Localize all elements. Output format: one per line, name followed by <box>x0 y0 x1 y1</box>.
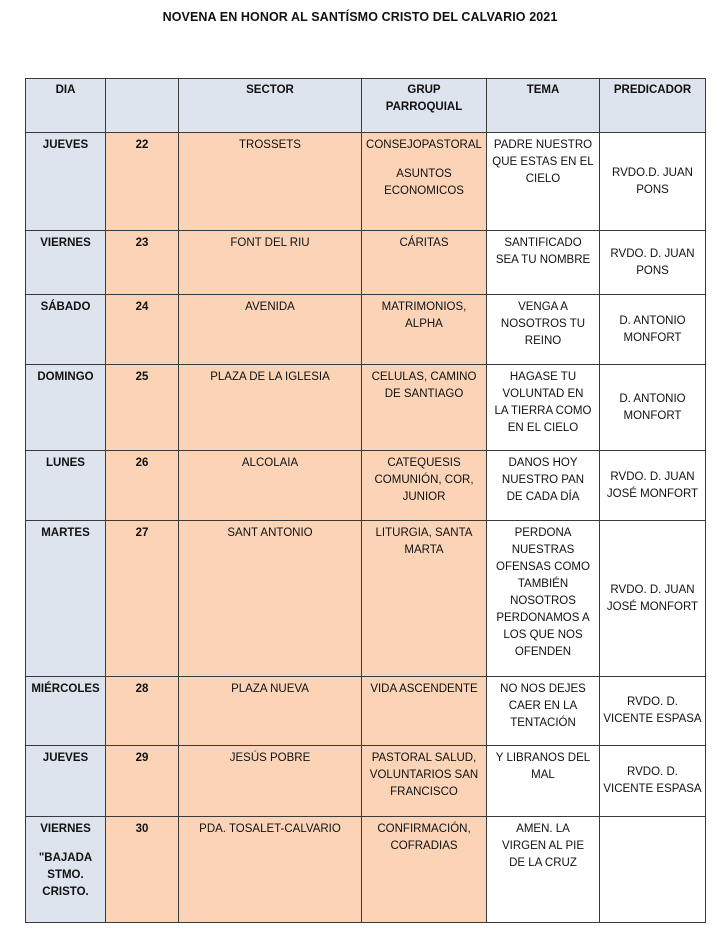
cell-predicador-line: RVDO.D. JUAN <box>612 166 693 179</box>
cell-dia <box>26 295 106 365</box>
cell-predicador-line: JOSÉ MONFORT <box>606 600 699 613</box>
cell-tema <box>487 677 600 746</box>
cell-tema <box>487 746 600 817</box>
cell-grup-line: MATRIMONIOS, <box>381 301 467 313</box>
cell-predicador <box>600 133 706 231</box>
cell-num: 28 <box>106 677 179 746</box>
cell-tema-line: DANOS HOY <box>508 457 578 469</box>
cell-predicador <box>600 295 706 365</box>
cell-grup-line: ECONOMICOS <box>384 185 464 197</box>
cell-tema-line: LOS QUE NOS <box>503 629 583 641</box>
cell-tema-line: SANTIFICADO <box>504 237 582 249</box>
cell-sector: JESÚS POBRE <box>179 746 362 817</box>
table-row <box>26 365 706 451</box>
cell-predicador <box>600 817 706 923</box>
cell-tema-line: DE CADA DÍA <box>506 491 580 503</box>
cell-grup-line: JUNIOR <box>402 491 446 503</box>
cell-tema-line: SEA TU NOMBRE <box>495 254 591 266</box>
cell-tema <box>487 365 600 451</box>
cell-tema-line: LA TIERRA COMO <box>494 405 592 417</box>
header-grup-line: PARROQUIAL <box>385 101 463 113</box>
cell-tema-line: OFENSAS COMO <box>496 561 590 573</box>
cell-num: 24 <box>106 295 179 365</box>
cell-tema-line: DE LA CRUZ <box>509 857 577 869</box>
cell-tema-line: NOSOTROS TU <box>500 318 586 330</box>
cell-tema <box>487 817 600 923</box>
cell-grup-line: ASUNTOS <box>396 168 452 180</box>
header-num <box>106 79 179 133</box>
cell-tema-line: VOLUNTAD EN <box>502 388 584 400</box>
cell-dia-line: SÁBADO <box>40 301 91 313</box>
table-row <box>26 295 706 365</box>
cell-tema-line: AMEN. LA <box>516 823 570 835</box>
cell-tema <box>487 521 600 677</box>
table-row <box>26 521 706 677</box>
header-grup-line: GRUP <box>407 84 441 96</box>
cell-predicador <box>600 231 706 295</box>
cell-sector: FONT DEL RIU <box>179 231 362 295</box>
cell-tema <box>487 451 600 521</box>
header-predicador: PREDICADOR <box>600 79 706 133</box>
cell-dia-line: JUEVES <box>42 139 89 151</box>
page-title: NOVENA EN HONOR AL SANTÍSMO CRISTO DEL CALVARIO 2021 <box>162 10 558 24</box>
cell-tema-line: NO NOS DEJES <box>500 683 586 695</box>
cell-predicador-line: PONS <box>636 183 669 196</box>
cell-tema-line: REINO <box>524 335 562 347</box>
table-body <box>26 133 706 923</box>
cell-predicador <box>600 521 706 677</box>
cell-sector: SANT ANTONIO <box>179 521 362 677</box>
cell-num: 29 <box>106 746 179 817</box>
cell-grup-line: FRANCISCO <box>390 786 458 798</box>
cell-dia <box>26 133 106 231</box>
cell-grup <box>362 521 487 677</box>
cell-grup-line: DE SANTIAGO <box>384 388 464 400</box>
header-grup <box>362 79 487 133</box>
cell-grup <box>362 295 487 365</box>
cell-sector: PLAZA DE LA IGLESIA <box>179 365 362 451</box>
cell-num: 22 <box>106 133 179 231</box>
cell-num: 26 <box>106 451 179 521</box>
cell-predicador-line: RVDO. D. JUAN <box>610 583 695 596</box>
cell-dia <box>26 746 106 817</box>
cell-dia-line: DOMINGO <box>37 371 94 383</box>
cell-predicador-line: D. ANTONIO <box>619 392 686 405</box>
cell-dia <box>26 365 106 451</box>
cell-num: 30 <box>106 817 179 923</box>
cell-tema-line: VENGA A <box>518 301 568 313</box>
cell-dia-line: VIERNES <box>40 237 91 249</box>
cell-dia-line: LUNES <box>46 457 85 469</box>
cell-predicador <box>600 746 706 817</box>
cell-num: 23 <box>106 231 179 295</box>
cell-grup-line: CATEQUESIS <box>387 457 461 469</box>
cell-dia <box>26 521 106 677</box>
cell-grup <box>362 231 487 295</box>
cell-tema-line: PADRE NUESTRO <box>493 139 593 151</box>
cell-predicador-line: MONFORT <box>623 331 682 344</box>
cell-dia-line: "BAJADA <box>38 852 93 864</box>
cell-tema-line: QUE ESTAS EN EL <box>492 156 594 168</box>
cell-grup <box>362 133 487 231</box>
cell-tema-line: TAMBIÉN <box>517 578 569 590</box>
cell-grup <box>362 677 487 746</box>
table-row <box>26 746 706 817</box>
cell-dia-line: VIERNES <box>40 823 91 835</box>
cell-dia-line: JUEVES <box>42 752 89 764</box>
cell-tema-line: EN EL CIELO <box>507 422 579 434</box>
cell-sector: PDA. TOSALET-CALVARIO <box>179 817 362 923</box>
cell-predicador-line: D. ANTONIO <box>619 314 686 327</box>
cell-grup-line: CELULAS, CAMINO <box>371 371 477 383</box>
cell-dia <box>26 817 106 923</box>
cell-tema-line: OFENDEN <box>514 646 572 658</box>
cell-dia-line <box>29 838 102 850</box>
table-row <box>26 817 706 923</box>
cell-tema-line: PERDONAMOS A <box>496 612 590 624</box>
cell-dia-line: STMO. <box>47 869 84 881</box>
cell-predicador <box>600 365 706 451</box>
cell-predicador-line: RVDO. D. <box>627 766 678 778</box>
cell-grup <box>362 746 487 817</box>
table-row <box>26 451 706 521</box>
cell-grup-line <box>365 154 483 166</box>
cell-tema-line: CAER EN LA <box>508 700 578 712</box>
cell-grup-line: COMUNIÓN, COR, <box>374 474 474 486</box>
cell-tema-line: Y LIBRANOS DEL <box>495 752 591 764</box>
cell-predicador-line: PONS <box>636 264 669 277</box>
cell-sector: ALCOLAIA <box>179 451 362 521</box>
cell-sector: PLAZA NUEVA <box>179 677 362 746</box>
cell-tema-line: NUESTRAS <box>511 544 575 556</box>
cell-dia <box>26 677 106 746</box>
cell-tema-line: HAGASE TU <box>509 371 577 383</box>
header-tema: TEMA <box>487 79 600 133</box>
cell-tema-line: NUESTRO PAN <box>501 474 585 486</box>
cell-tema <box>487 133 600 231</box>
cell-tema-line: NOSOTROS <box>510 595 576 607</box>
cell-grup <box>362 365 487 451</box>
cell-sector: TROSSETS <box>179 133 362 231</box>
cell-dia-line: MIÉRCOLES <box>31 683 100 695</box>
cell-tema-line: CIELO <box>525 173 561 185</box>
cell-predicador <box>600 451 706 521</box>
header-sector: SECTOR <box>179 79 362 133</box>
cell-grup-line: VOLUNTARIOS SAN <box>369 769 479 781</box>
cell-tema-line: MAL <box>531 769 555 781</box>
cell-num: 25 <box>106 365 179 451</box>
cell-num: 27 <box>106 521 179 677</box>
cell-sector: AVENIDA <box>179 295 362 365</box>
cell-grup-line: CONFIRMACIÓN, <box>377 823 471 835</box>
cell-predicador-line: VICENTE ESPASA <box>603 783 702 795</box>
cell-predicador-line: RVDO. D. <box>627 696 678 708</box>
cell-grup-line: MARTA <box>404 544 444 556</box>
cell-tema <box>487 231 600 295</box>
cell-grup <box>362 451 487 521</box>
cell-grup-line: VIDA ASCENDENTE <box>370 683 478 695</box>
cell-predicador-line: VICENTE ESPASA <box>603 713 702 725</box>
cell-tema-line: VIRGEN AL PIE <box>501 840 585 852</box>
cell-grup-line: PASTORAL SALUD, <box>371 752 477 764</box>
novena-schedule-table <box>25 78 706 923</box>
table-row <box>26 231 706 295</box>
cell-predicador-line: RVDO. D. JUAN <box>610 470 695 483</box>
header-dia: DIA <box>26 79 106 133</box>
cell-grup-line: ALPHA <box>405 318 443 330</box>
cell-tema <box>487 295 600 365</box>
cell-grup-line: CÁRITAS <box>399 237 449 249</box>
cell-predicador-line: MONFORT <box>623 409 682 422</box>
cell-tema-line: PERDONA <box>514 527 572 539</box>
cell-dia-line: MARTES <box>41 527 90 539</box>
cell-grup <box>362 817 487 923</box>
table-header-row <box>26 79 706 133</box>
cell-dia-line: CRISTO. <box>42 886 89 898</box>
cell-dia <box>26 451 106 521</box>
table-row <box>26 133 706 231</box>
cell-grup-line: LITURGIA, SANTA <box>375 527 473 539</box>
cell-dia <box>26 231 106 295</box>
cell-grup-line: COFRADIAS <box>390 840 458 852</box>
cell-predicador <box>600 677 706 746</box>
cell-tema-line: TENTACIÓN <box>510 717 576 729</box>
table-row <box>26 677 706 746</box>
cell-predicador-line: RVDO. D. JUAN <box>610 247 695 260</box>
cell-predicador-line: JOSÉ MONFORT <box>606 487 699 500</box>
cell-grup-line: CONSEJOPASTORAL <box>366 139 482 151</box>
